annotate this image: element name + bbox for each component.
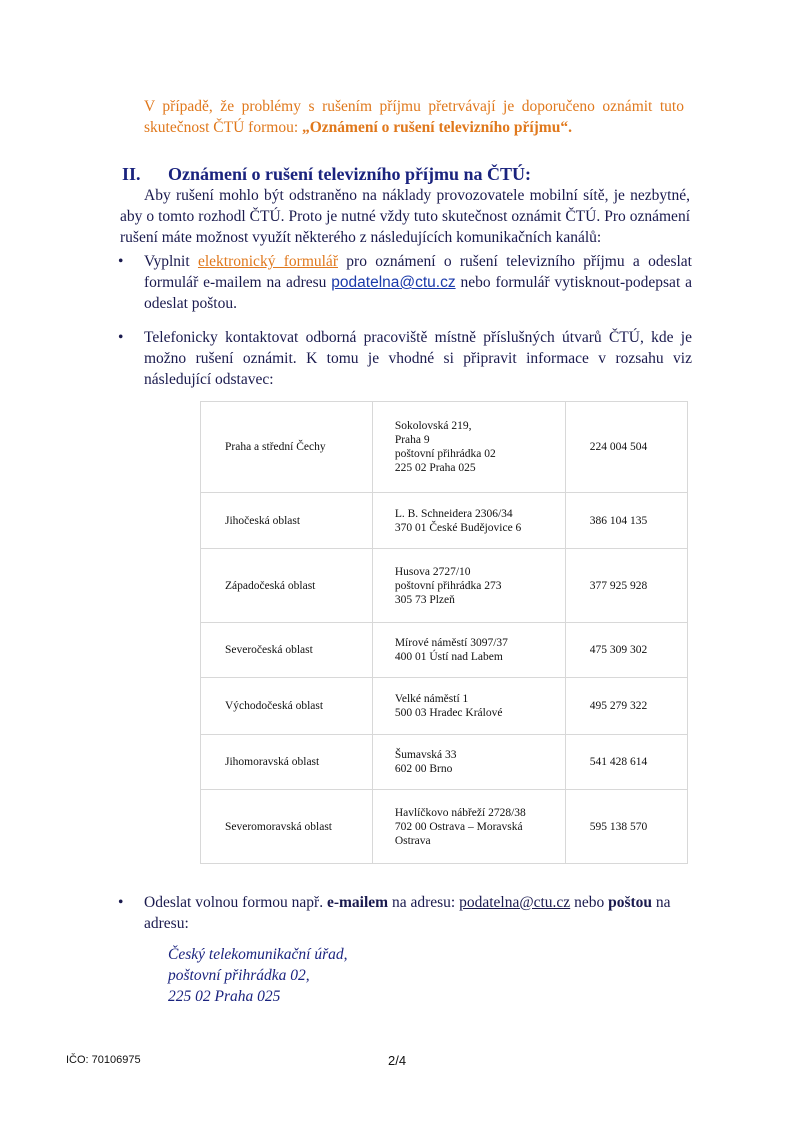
address-line: 602 00 Brno — [394, 763, 453, 775]
address-line: Mírové náměstí 3097/37 — [394, 637, 508, 649]
post-emphasis: poštou — [608, 894, 653, 911]
phone-cell: 224 004 504 — [565, 402, 687, 493]
postal-address — [168, 944, 347, 1007]
bullet-icon: • — [118, 329, 124, 346]
bullet-icon: • — [118, 253, 124, 270]
page-number: 2/4 — [388, 1053, 407, 1068]
region-cell: Jihomoravská oblast — [201, 735, 373, 790]
address-line: Velké náměstí 1 — [394, 693, 469, 705]
address-line: 500 03 Hradec Králové — [394, 707, 503, 719]
region-cell: Severočeská oblast — [201, 623, 373, 678]
address-line: Husova 2727/10 — [394, 565, 471, 578]
address-cell — [372, 549, 565, 623]
address-line: 370 01 České Budějovice 6 — [394, 521, 522, 534]
section-heading — [122, 164, 531, 185]
email-link[interactable]: podatelna@ctu.cz — [459, 894, 571, 911]
table-row — [201, 402, 688, 493]
address-line: 305 73 Plzeň — [394, 593, 455, 606]
email-emphasis: e-mailem — [326, 894, 389, 911]
bullet-text-part: nebo formulář vytisknout-podepsat a odeslat poštou. — [144, 274, 692, 312]
body-paragraph — [120, 185, 690, 248]
intro-form-name: „Oznámení o rušení televizního příjmu“. — [302, 119, 572, 136]
address-line: Šumavská 33 — [394, 749, 457, 761]
address-line: Havlíčkovo nábřeží 2728/38 — [394, 806, 526, 819]
table-row — [201, 735, 688, 790]
regional-offices-table — [200, 401, 688, 864]
address-line: poštovní přihrádka 273 — [394, 579, 502, 592]
postal-address-line: poštovní přihrádka 02, — [168, 967, 310, 984]
address-cell — [372, 402, 565, 493]
bullet-text-part: Odeslat volnou formou např. — [144, 894, 327, 911]
table-row — [201, 493, 688, 549]
bullet-text-part: nebo — [570, 894, 609, 911]
bullet-free-form — [118, 892, 692, 934]
bullet-icon: • — [118, 894, 124, 911]
region-cell: Západočeská oblast — [201, 549, 373, 623]
bullet-text-part: na adresu: — [388, 894, 460, 911]
address-line: Praha 9 — [394, 434, 430, 446]
section-title: Oznámení o rušení televizního příjmu na ČTÚ: — [168, 164, 531, 184]
postal-address-line: 225 02 Praha 025 — [168, 988, 281, 1005]
address-line: 400 01 Ústí nad Labem — [394, 651, 503, 663]
section-number: II. — [122, 164, 141, 184]
footer-ico: IČO: 70106975 — [66, 1054, 141, 1066]
address-line: Sokolovská 219, — [394, 420, 472, 432]
postal-address-line: Český telekomunikační úřad, — [168, 946, 348, 963]
bullet-free-form-text — [144, 892, 692, 934]
phone-cell: 595 138 570 — [565, 790, 687, 864]
phone-cell: 377 925 928 — [565, 549, 687, 623]
bullet-text-part: na adresu: — [144, 894, 671, 932]
bullet-text-part: Vyplnit — [144, 253, 198, 270]
body-paragraph-text: Aby rušení mohlo být odstraněno na náklady provozovatele mobilní sítě, je nezbytné, aby o tomto rozhodl ČTÚ. Proto je nutné vždy tuto skutečnost oznámit ČTÚ. Pro oznámení rušení máte možnost využít některého z následujících komunikačních kanálů: — [120, 187, 690, 246]
region-cell: Severomoravská oblast — [201, 790, 373, 864]
table-row — [201, 678, 688, 735]
address-line: 702 00 Ostrava – Moravská Ostrava — [394, 820, 523, 847]
bullet-text-part: pro oznámení o rušení televizního příjmu a odeslat formulář e-mailem na adresu — [144, 253, 692, 291]
table-row — [201, 549, 688, 623]
intro-paragraph — [144, 96, 684, 138]
electronic-form-link[interactable]: elektronický formulář — [197, 253, 338, 270]
bullet-phone-contact — [118, 327, 692, 390]
phone-cell: 386 104 135 — [565, 493, 687, 549]
address-line: 225 02 Praha 025 — [394, 462, 476, 474]
bullet-electronic-form — [118, 251, 692, 314]
address-cell — [372, 678, 565, 735]
table-row — [201, 790, 688, 864]
region-cell: Praha a střední Čechy — [201, 402, 373, 493]
bullet-phone-contact-text: Telefonicky kontaktovat odborná pracoviště místně příslušných útvarů ČTÚ, kde je možno rušení oznámit. K tomu je vhodné si připravit informace v rozsahu viz následující odstavec: — [144, 329, 692, 388]
address-cell — [372, 735, 565, 790]
phone-cell: 495 279 322 — [565, 678, 687, 735]
address-cell — [372, 493, 565, 549]
bullet-electronic-form-text — [144, 251, 692, 314]
region-cell: Jihočeská oblast — [201, 493, 373, 549]
email-link[interactable]: podatelna@ctu.cz — [331, 274, 456, 291]
region-cell: Východočeská oblast — [201, 678, 373, 735]
address-line: L. B. Schneidera 2306/34 — [394, 507, 513, 520]
phone-cell: 475 309 302 — [565, 623, 687, 678]
address-cell — [372, 790, 565, 864]
address-line: poštovní přihrádka 02 — [394, 448, 496, 460]
phone-cell: 541 428 614 — [565, 735, 687, 790]
table-row — [201, 623, 688, 678]
address-cell — [372, 623, 565, 678]
intro-text: V případě, že problémy s rušením příjmu přetrvávají je doporučeno oznámit tuto skutečnost ČTÚ formou: — [144, 98, 684, 136]
